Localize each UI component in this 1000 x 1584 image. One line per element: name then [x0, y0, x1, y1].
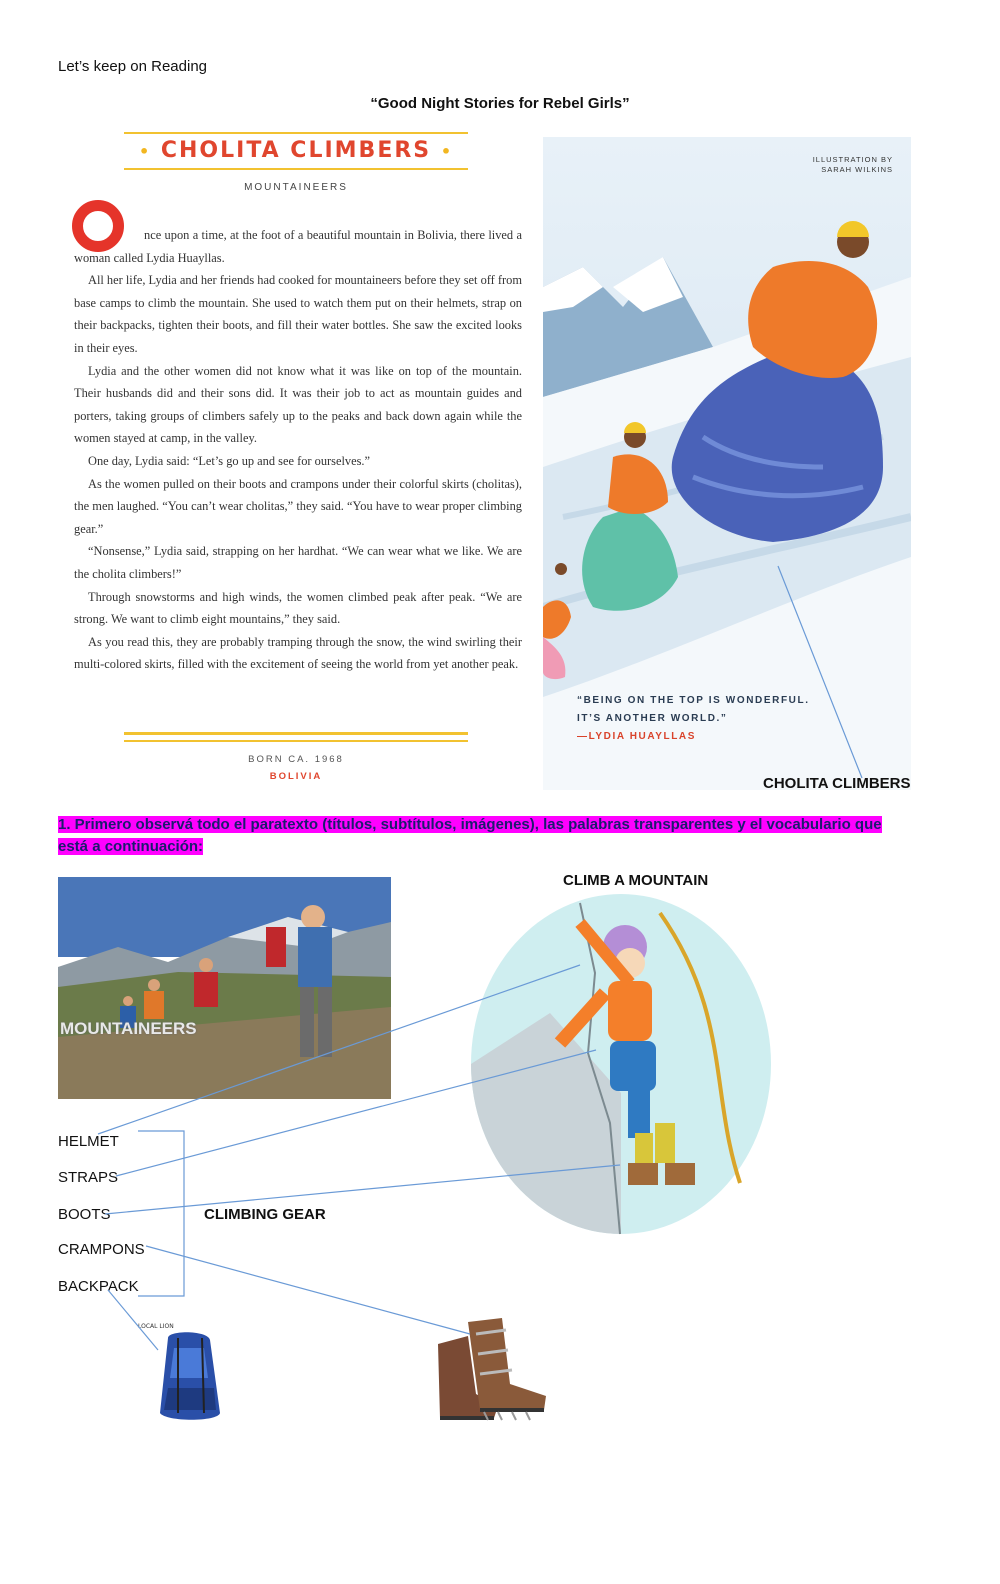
- story-paragraph: “Nonsense,” Lydia said, strapping on her hardhat. “We can wear what we like. We are the cholita climbers!”: [74, 544, 522, 581]
- crampon-boots-icon: [428, 1314, 554, 1426]
- task-instruction: 1. Primero observá todo el paratexto (títulos, subtítulos, imágenes), las palabras transparentes y el vocabulario que está a continuación:: [58, 816, 882, 855]
- story-paragraph: nce upon a time, at the foot of a beautiful mountain in Bolivia, there lived a woman called Lydia Huayllas.: [74, 228, 522, 265]
- story-paragraph: One day, Lydia said: “Let’s go up and see for ourselves.”: [88, 453, 371, 468]
- mountaineers-label: MOUNTAINEERS: [60, 1019, 197, 1038]
- mountaineers-photo: [58, 877, 391, 1099]
- document-title: “Good Night Stories for Rebel Girls”: [370, 95, 630, 112]
- cholita-illustration: [543, 137, 911, 790]
- vocab-crampons: CRAMPONS: [58, 1241, 145, 1258]
- backpack-image: [138, 1318, 238, 1428]
- title-rule: [124, 168, 468, 170]
- bottom-rule: [124, 732, 468, 735]
- book-page: [62, 128, 530, 788]
- top-rule: [124, 132, 468, 134]
- cholita-climbers-label: CHOLITA CLIMBERS: [763, 775, 911, 792]
- story-paragraph: All her life, Lydia and her friends had cooked for mountaineers before they set off from base camps to climb the mountain. She used to watch them put on their helmets, strap on their backpacks, tighten their boots, and fill their water bottles. She saw the excited looks in their eyes.: [74, 273, 522, 355]
- bottom-rule-thin: [124, 740, 468, 742]
- backpack-icon: [138, 1318, 238, 1428]
- crampons-image: [428, 1314, 554, 1426]
- vocab-helmet: HELMET: [58, 1133, 119, 1150]
- hikers-image: [58, 877, 391, 1099]
- gear-bracket: [138, 1131, 184, 1296]
- backpack-brand: LOCAL LION: [138, 1323, 174, 1330]
- lydia-quote: “BEING ON THE TOP IS WONDERFUL. IT’S ANOTHER WORLD.” —LYDIA HUAYLLAS: [577, 695, 810, 742]
- story-title-text: CHOLITA CLIMBERS: [160, 138, 432, 163]
- country: BOLIVIA: [269, 771, 323, 782]
- vocab-boots: BOOTS: [58, 1206, 111, 1223]
- climbing-gear-label: CLIMBING GEAR: [204, 1206, 326, 1223]
- vocab-backpack: BACKPACK: [58, 1278, 139, 1295]
- illustration-credit: ILLUSTRATION BY SARAH WILKINS: [812, 155, 893, 174]
- story-paragraph: Through snowstorms and high winds, the women climbed peak after peak. “We are strong. We want to climb eight mountains,” they said.: [74, 589, 522, 627]
- story-paragraph: As the women pulled on their boots and crampons under their colorful skirts (cholitas), the men laughed. “You can’t wear cholitas,” they said. “You have to wear proper climbing gear.”: [74, 476, 522, 536]
- climber-illustration: [470, 893, 772, 1235]
- born-date: BORN CA. 1968: [248, 754, 344, 765]
- story-paragraph: As you read this, they are probably tramping through the snow, the wind swirling their multi-colored skirts, filled with the excitement of seeing the world from yet another peak.: [74, 634, 522, 672]
- story-paragraph: Lydia and the other women did not know what it was like on top of the mountain. Their husbands did and their sons did. It was their job to act as mountain guides and porters, taking groups of climbers safely up to the peaks and back down again while the women stayed at camp, in the valley.: [74, 363, 522, 446]
- story-subtitle: MOUNTAINEERS: [244, 182, 348, 193]
- story-title: • CHOLITA CLIMBERS •: [138, 138, 454, 163]
- rock-climber-image: [470, 893, 772, 1235]
- climb-a-mountain-label: CLIMB A MOUNTAIN: [563, 872, 709, 889]
- intro-text: Let’s keep on Reading: [58, 58, 208, 75]
- vocab-straps: STRAPS: [58, 1169, 119, 1186]
- story-text: [74, 224, 522, 676]
